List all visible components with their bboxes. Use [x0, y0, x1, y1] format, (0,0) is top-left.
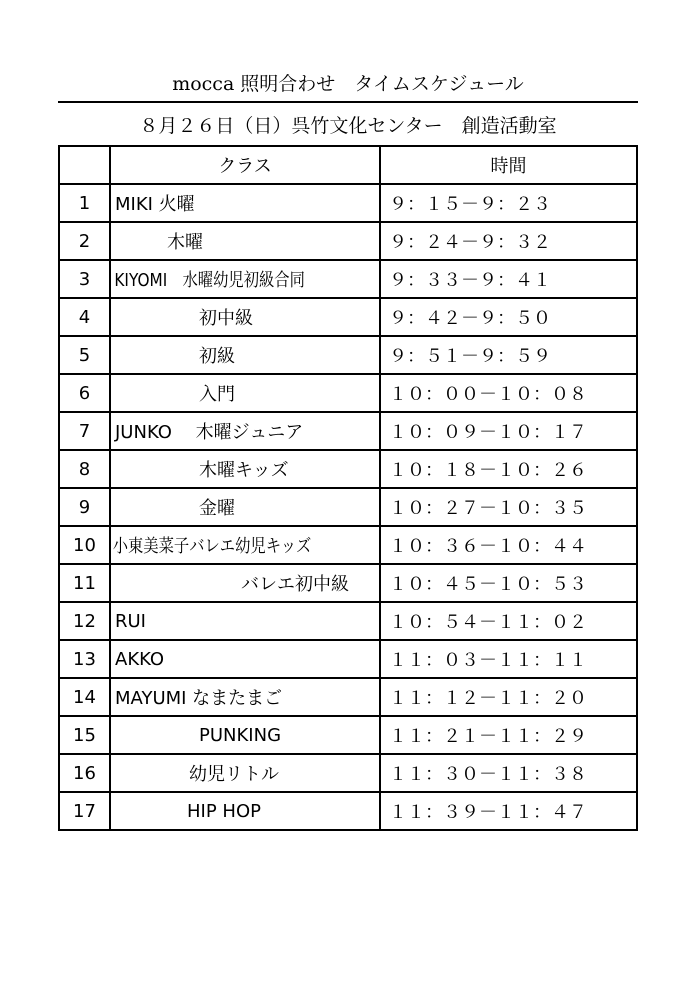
row-time-label: １１：２１－１１：２９	[389, 726, 587, 747]
row-number: 8	[59, 450, 110, 488]
table-row	[59, 716, 637, 754]
table-row	[59, 640, 637, 678]
row-time	[380, 336, 637, 374]
table-row	[59, 260, 637, 298]
row-time-label: １０：００－１０：０８	[389, 384, 587, 405]
row-time-label: １０：５４－１１：０２	[389, 612, 587, 633]
row-number: 15	[59, 716, 110, 754]
row-class-label: 初中級	[199, 308, 253, 329]
row-number: 11	[59, 564, 110, 602]
row-time	[380, 526, 637, 564]
table-row	[59, 754, 637, 792]
document-title: mocca 照明合わせ タイムスケジュール	[172, 73, 524, 95]
row-time	[380, 298, 637, 336]
header-number	[59, 146, 110, 184]
row-class-label: KIYOMI 水曜幼児初級合同	[114, 270, 305, 291]
document-subtitle: ８月２６日（日）呉竹文化センター 創造活動室	[139, 115, 557, 137]
row-class-label: バレエ初中級	[241, 574, 349, 595]
row-class	[110, 412, 380, 450]
row-time-label: １０：３６－１０：４４	[389, 536, 587, 557]
row-number: 4	[59, 298, 110, 336]
row-class-label: 木曜キッズ	[199, 460, 289, 481]
row-class	[110, 222, 380, 260]
row-time	[380, 602, 637, 640]
header-time: 時間	[380, 146, 637, 184]
row-class	[110, 374, 380, 412]
table-row	[59, 412, 637, 450]
row-number: 7	[59, 412, 110, 450]
row-number: 9	[59, 488, 110, 526]
row-time	[380, 754, 637, 792]
row-number: 12	[59, 602, 110, 640]
row-class	[110, 450, 380, 488]
row-time-label: １０：４５－１０：５３	[389, 574, 587, 595]
row-number: 1	[59, 184, 110, 222]
row-class	[110, 754, 380, 792]
row-time	[380, 184, 637, 222]
row-number: 2	[59, 222, 110, 260]
row-time	[380, 640, 637, 678]
table-row	[59, 678, 637, 716]
row-time	[380, 412, 637, 450]
table-row	[59, 792, 637, 830]
row-class-label: 木曜	[167, 232, 203, 253]
row-class	[110, 184, 380, 222]
row-class	[110, 602, 380, 640]
row-class	[110, 298, 380, 336]
row-time-label: ９：４２－９：５０	[389, 308, 551, 329]
title-underline	[58, 101, 638, 103]
table-row	[59, 450, 637, 488]
row-number: 14	[59, 678, 110, 716]
table-row	[59, 336, 637, 374]
table-row	[59, 374, 637, 412]
table-row	[59, 564, 637, 602]
row-number: 6	[59, 374, 110, 412]
row-class-label: 金曜	[199, 498, 235, 519]
row-number: 13	[59, 640, 110, 678]
row-number: 17	[59, 792, 110, 830]
row-time-label: ９：５１－９：５９	[389, 346, 551, 367]
row-class-label: HIP HOP	[187, 800, 261, 822]
row-class-label: PUNKING	[199, 724, 282, 746]
row-class-label: 初級	[199, 346, 235, 367]
row-time	[380, 678, 637, 716]
row-time-label: １１：３０－１１：３８	[389, 764, 587, 785]
row-time-label: １１：０３－１１：１１	[389, 650, 587, 671]
table-header-row	[59, 146, 637, 184]
table-row	[59, 298, 637, 336]
row-number: 16	[59, 754, 110, 792]
row-class-label: MAYUMI なまたまご	[115, 688, 283, 709]
row-time	[380, 450, 637, 488]
row-class	[110, 488, 380, 526]
row-class	[110, 678, 380, 716]
row-class-label: 幼児リトル	[189, 764, 279, 785]
row-time	[380, 374, 637, 412]
row-class	[110, 336, 380, 374]
row-class-label: JUNKO 木曜ジュニア	[115, 422, 304, 443]
row-time	[380, 260, 637, 298]
row-class	[110, 640, 380, 678]
row-class-label: 小東美菜子バレエ幼児キッズ	[112, 536, 312, 557]
row-time	[380, 222, 637, 260]
row-time-label: ９：１５－９：２３	[389, 194, 551, 215]
row-number: 10	[59, 526, 110, 564]
row-time-label: １１：１２－１１：２０	[389, 688, 587, 709]
row-class-label: AKKO	[115, 648, 165, 670]
table-row	[59, 184, 637, 222]
row-class	[110, 792, 380, 830]
row-class	[110, 526, 380, 564]
row-time-label: １０：２７－１０：３５	[389, 498, 587, 519]
row-class	[110, 564, 380, 602]
row-number: 3	[59, 260, 110, 298]
row-time-label: １１：３９－１１：４７	[389, 802, 587, 823]
row-class-label: MIKI 火曜	[115, 194, 195, 215]
row-class	[110, 260, 380, 298]
row-time	[380, 564, 637, 602]
table-row	[59, 488, 637, 526]
row-time-label: １０：０９－１０：１７	[389, 422, 587, 443]
table-row	[59, 602, 637, 640]
schedule-table	[58, 145, 638, 831]
row-number: 5	[59, 336, 110, 374]
row-time	[380, 488, 637, 526]
row-time	[380, 792, 637, 830]
row-time-label: １０：１８－１０：２６	[389, 460, 587, 481]
row-time-label: ９：２４－９：３２	[389, 232, 551, 253]
table-row	[59, 222, 637, 260]
row-class	[110, 716, 380, 754]
table-row	[59, 526, 637, 564]
row-time	[380, 716, 637, 754]
row-class-label: 入門	[199, 384, 235, 405]
row-time-label: ９：３３－９：４１	[389, 270, 551, 291]
row-class-label: RUI	[115, 610, 146, 632]
header-class: クラス	[110, 146, 380, 184]
